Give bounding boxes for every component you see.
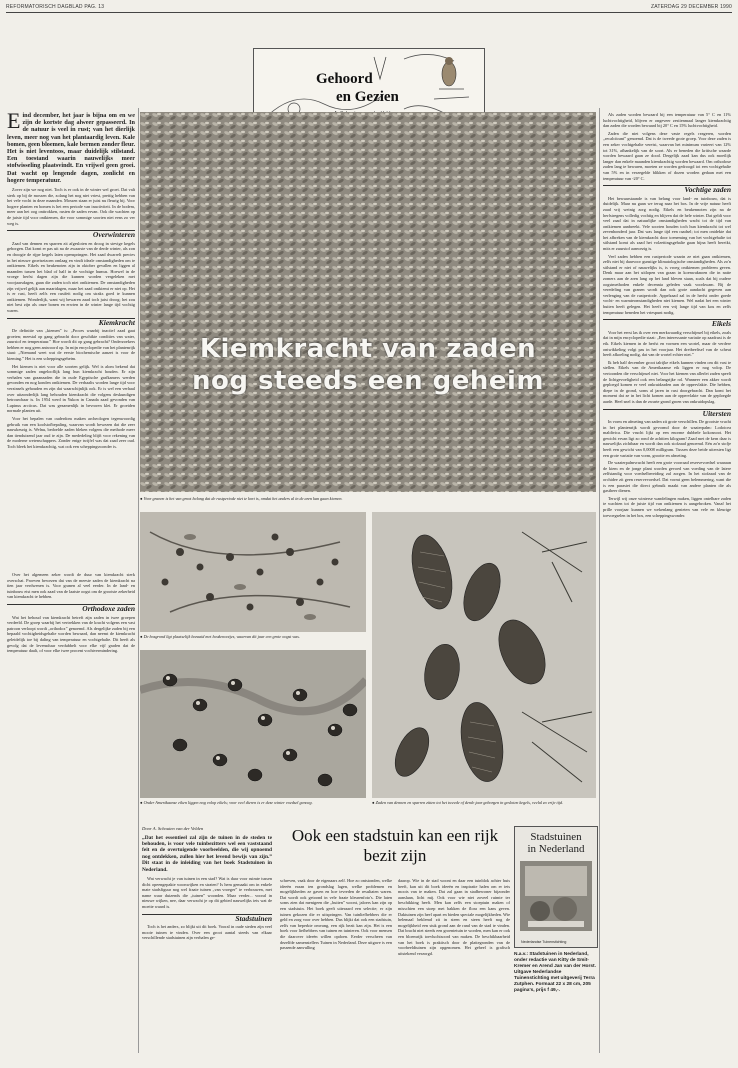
paragraph: Wat verwacht je van tuinen in een stad? Wat is daar voor ruimte tussen dicht opeengepakte woonwijken en straten? Is hem gemaakt om in enkele mate stadsfiguur nog wel fraaie tuinen „van vroeger” te verbouwen, met name waar duizends die „tuinen” woonden. Maar verder... vooral in nieuwe wijken, nee, daar verwacht je op dit gebied nauwelijks iets wat de moeite waard is. — [142, 876, 272, 909]
column-divider — [599, 108, 600, 1053]
grain-photo — [140, 112, 596, 492]
lead-paragraph — [7, 112, 135, 184]
stadstuin-column-3 — [398, 878, 510, 1053]
paragraph: Voor het bepalen van ouderdom maken archeologen tegenwoordig gebruik van een koolstofbepaling, waarvan wordt bewezen dat die zeer nauwkeurig is. Welnu, bedoelde zaden bleken volgens die methode meer dan tienduizend jaar oud te zijn. De mededeling blijft voor rekening van de moderne wetenschappers. Zonder enige twijfel was dat zaad zeer oud. Toch bleek het kiemkrachtig, wat ook een scheppingswonder is. — [7, 416, 135, 449]
subheading-kiemkracht: Kiemkracht — [7, 318, 135, 326]
right-column — [603, 112, 731, 1042]
paragraph: De definitie van „kiemen” is: „Proces waarbij inactief zaad gaat groeien; meestal op gang gebracht door geschikte condities van water, zuurstof en temperatuur.” Hoe wordt dit op gang gebracht? Onderzoekers hebben er nog geen antwoord op. In mijn encyclopedie van het plantenrijk staat: „Niemand weet wat de eerste biochemische aanzet is voor de kieming.” Het is een scheppingsgeheim. — [7, 328, 135, 362]
book-title-line2: in Nederland — [527, 843, 585, 855]
cone-photo — [372, 512, 596, 798]
subheading-eikels: Eikels — [603, 319, 731, 327]
cone-illustration — [372, 512, 596, 798]
photo-caption: ● Zaden van dennen en sparren zitten tot het tweede of derde jaar geborgen in gesloten kegels, veelal zo vrije tijd. — [372, 800, 564, 805]
caption-cone: Zaden van dennen en sparren zitten tot het tweede of derde jaar geborgen in gesloten kegels, veelal zo vrije tijd. — [375, 800, 564, 805]
photo-caption: ● Onder Amerikaanse eiken liggen nog volop eikels; voor veel dieren is er deze winter voedsel genoeg. — [140, 800, 313, 805]
book-cover-label: Nederlandse Tuinenstichting — [521, 940, 567, 944]
beechnut-photo — [140, 512, 366, 632]
column-title-line1: Gehoord — [316, 71, 373, 87]
subheading-stadstuinen: Stadstuinen — [142, 914, 272, 922]
paragraph: Terwijl wij onze winterse wandelingen maken, liggen ontelbare zaden te wachten tot de juiste tijd van ontkiemen is aangebroken. Vanaf het prille voorjaar kunnen we wekenlang genieten van vele en kleurige toevoegselen in het bos, een scheppingswonder. — [603, 495, 731, 518]
grain-texture — [140, 112, 596, 492]
left-column-lower — [7, 572, 135, 980]
subheading-overwinteren: Overwinteren — [7, 230, 135, 238]
acorn-photo — [140, 650, 366, 798]
masthead-rule — [6, 12, 732, 13]
caption-grain: Voor granen is het van groot belang dat de rustperiode niet te kort is, omdat het anders al in de aren kan gaan kiemen. — [143, 496, 343, 501]
drop-cap: E — [7, 112, 21, 133]
paragraph: Zaden die niet volgens deze vaste regels reageren, worden „recalcitrant” genoemd. Dat is de tweede grote groep. Voor deze zaden is een zeker vochtgehalte vereist, waarvan het minimum varieert van 12% tot 31%, afhankelijk van de soort. Als er beneden die kritische waarde worden bewaard gaan ze dood. Dergelijk zaad kan dus ook moeilijk langer dan enkele maanden kiemkrachtig worden bewaard. Om orthodoxe zaden lang te bewaren, moeten ze worden gedroogd tot een vochtgehalte van 5% en in verzegelde blikken of dozen worden gedaan met een temperatuur van -20° C. — [603, 130, 731, 181]
paragraph: daarop. Wie in de stad woont en daar een tuinblok achter huis heeft, kan uit dit boek ideeën en inspiratie halen om er iets moois van te maken. Dat zal gaan in stadbewoner bijzonder aanslaan, licht mij. Ook voor wie niet zoveel ruimte ter beschikking heeft. Men kan zelfs een stoeptuin maken of misschien een stoep met bakken de flora een kans geven. Daktuinen zijn heel apart en bieden speciale mogelijkheden. Wie helemaal beklemd zit in steen en steen heeft nog de mogelijkheid een stuk grond aan de rand van de stad te vinden. Dat bracht niet steeds een groentetuin te worden, men kan er ook een bloemrijk toevluchtsoord van maken. De beschikbaarheid van het boek is praktisch door de plattegronden van de voorbeeldtuinen zijn opgenomen. Het geheel is grafisch uitstekend verzorgd. — [398, 878, 510, 956]
paragraph: Zaad van dennen en sparren zit afgesloten en droog in stevige kegels geborgen. Dat komt er pas uit na de zwaarste van de derde winter, als zon en droogte de rijpe kegels laten openspringen. Het zaad dwarrelt precies in het nieuwe groeiseizoen omlaag en vindt ideale omstandigheden om te ontkiemen. Eikels en beukenoten zijn in oktober gevallen en liggen al maanden tussen het blad of half in de vochtige humus. Hoewel in de vroege herfst dagen zijn die kunnen worden vergeleken met voorjaarsdagen, gaan die zaden toch niet ontkiemen. De omstandigheden zijn vrijwel gelijk aan maartdagen, maar het zaad ontkiemt er niet op. Het is er rust, heeft zelfs een rustfeit nodig om straks goed te kunnen ontkiemen. Wonderlijk, want wij bewaren zaad toch juist droog; het zou niet best zijn als onze bonen en erwten in de winter lange tijd vochtig waren. — [7, 240, 135, 313]
paragraph: Zover zijn we nog niet. Toch is er ook in de winter wel groei. Dat valt sterk op bij de mossen die, zolang het nog niet vriest, prettig hebben van het vele vocht in deze maanden. Mossen staan er juist nu fleurig bij. Voor hogere planten en bomen is het een periode van inactiviteit. In de bodem, meer aan het oog onttrokken, rusten de zaden ervan. Ook die wachten op de juiste tijd voor ontkiemen, die voor sommige soorten niet eens zo ver weg is. — [7, 187, 135, 226]
paragraph: schreven, vaak door de eigenaars zelf. Hoe zo ontstonden, welke ideeën eraan ten grondslag lagen, welke problemen en mogelijkheden ze gaven en hoe tevreden de resultaten waren. Dat wordt ook getoond in vele fraaie kleurenfoto's. Die laten soms zien dat menigeen die „buiten” woont, jaloers kan zijn op een stadstuin. Het boek geeft uiteraard een selectie; er zijn tuinen gekozen die er uitspringen. Van tuinliefhebbers die er geld en zorg voor over hebben. Dus blijkt dat ook een stadstuin, zelfs van beperkte omvang, een rijk bezit kan zijn. Het is een boek voor liefhebbers van tuinen en tuinieren. Ook voor mensen die daarover ideeën willen opdoen. Eerder verscheen van dezelfde samenstellers Tuinen in Nederland. Deze uitgave is een passende aanvulling — [280, 878, 392, 951]
paragraph: In vorm en afmeting van zaden zit grote verschillen. De grootste vrucht in het plantenrijk wordt gevormd door de waaierpalm: Lodoicea maldivica. Die vrucht lijkt op een enorme dubbele kokosnoot. Het gewicht ervan ligt zo rond de achttien kilogram! Zaad met de kern daar is nauwelijks zichtbaar en wordt dan ook stofzaad genoemd. Eén zo'n stofje heeft een gewicht van 0,0008 milligram. Tussen deze beide uitersten ligt een grote variatie van vorm, grootte en afmeting. — [603, 419, 731, 458]
acorn-illustration — [140, 650, 366, 798]
column-title-line2: en Gezien — [336, 89, 399, 105]
caption-beechnut: De bosgrond ligt plaatselijk bezaaid met beukenootjes, waarvan dit jaar een grote oogst was. — [143, 634, 300, 639]
book-info: N.a.v.: Stadstuinen in Nederland, onder redactie van Kitty de Smit-Kremer en Arend Jan van der Horst. Uitgave Nederlandse Tuinenstichting met uitgeverij Terra Zutphen. Formaat 22 x 28 cm, 205 pagina's, prijs f 49,-. — [514, 952, 596, 993]
paragraph: Veel zaden hebben een rustperiode waarin ze niet gaan ontkiemen, zelfs niet bij daarvoor gunstige klimatologische omstandigheden. Als zo'n stilstand er niet of nauwelijks is, is vroeg ontkiemen probleem geven. Denk maar aan het uitlopen van graan in koenwaknoen die in natte zomers aan de aren lang op het land bleven staan, zoals dat bij oudere oogstmethoden enkele decennia geleden vaak voorkwam. Bij de veredeling van granen wordt dan ook grote aandacht gegeven aan verlenging van de rustperiode. Appelzaad zal in de herfst onder goede vocht- en warmteomstandigheden niet kiemen. Wel nadat het een winter buiten heeft gelegen. Het heeft een vrij lange tijd van kou en zelfs temperatuur beneden het vriespunt nodig. — [603, 253, 731, 315]
main-headline-line2: nog steeds een geheim — [191, 366, 545, 396]
subheading-orthodoxe-zaden: Orthodoxe zaden — [7, 604, 135, 612]
paragraph: De waaierpalmvrucht heeft een grote voorraad reservevoedsel waaraan de kiem en de jonge plant worden gevoed van voeding van de latere zelfstandig voor voedselbereiding zal zorgen. In het stofzaad van de orchidee zit geen reservevoedsel. Dat vormt geen belemmering, want die is een parasiet die direct gebruik maakt van andere planten die als gastheer dienen. — [603, 460, 731, 494]
article-byline: Door A. Schouten van der Velden — [142, 826, 204, 831]
paragraph: Het bewaarstaande is van belang voor land- en tuinbouw, dat is duidelijk. Maar nu gaan we terug naar het bos. In de vrije natuur heeft zaad vrij weinig zorg nodig. Eikels en beukennoten zijn na de herfstregens volledig vochtig en blijven dat de hele winter. Dat geldt voor veel zaad dat in natuurlijke omstandigheden wacht tot de tijd van ontkiemen aanbreekt. Vele soorten houden toch hun kiemkracht tot wel zevenhonderd jaar. Dat was lange tijd een raadsel; tot men ontdekte dat het afbreken van de kiemkracht door toeneming van het vochtgehalte tot stilstand komt als zaad het volzettingsgehalte gaan bijna heeft bereikt, mits er zuurstof aanwezig is. — [603, 195, 731, 252]
book-cover — [514, 826, 598, 948]
paragraph: Ik heb half december groot talrijke eikels kunnen vinden om dit vast te stellen. Eikels van de Amerikaanse eik liggen er nog volop. De vertoonden die verschijnsel niet. Voor het kiemen van allerlei zaden speelt de lichtgevoeligheid ook een belangrijke rol. Wanneer een akker wordt geploegd komen er veel onkruidzaden aan de oppervlakte. Die hebben, diepe in de grond, soms al jaren in rust doorgebracht. Dan komt het moment dat ze in het licht komen aan de oppervlakte van de geploegde aarde. Heel snel is dan de zwarte grond groen van onkruidopslag. — [603, 359, 731, 404]
main-headline-line1: Kiemkracht van zaden — [199, 334, 537, 364]
book-title-line1: Stadstuinen — [530, 831, 582, 843]
article-quote: „Dat het essentieel zal zijn de tuinen in de steden te behouden, is voor vele tuinbezitters wel een vaststaand feit en de overtuigende voorbeelden, die wij opnoemd nog ontdekken, zullen hier het levend bewijs van zijn.” Dit staat in de inleiding van het boek Stadstuinen in Nederland. — [142, 834, 272, 873]
paragraph: Als zaden worden bewaard bij een temperatuur van 5° C en 11% luchtvochtigheid, blijven er ongeveer zestienmaal langer kiemkrachtig dan zaden die worden bewaard bij 20° C en 15% luchtvochtigheid. — [603, 112, 731, 129]
book-cover-photo — [520, 861, 592, 931]
paragraph: Over het algemeen zeker wordt de duur van kiemkracht sterk overschat. Proeven bewezen dat van de meeste zaden de kiemkracht na tien jaar verdwenen is. Voor granen al veel eerder. In de land- en tuinbouw eist men ook zaad van de laatste oogst om de grootste zekerheid van kiemkracht te hebben. — [7, 572, 135, 600]
beechnut-illustration — [140, 512, 366, 632]
newspaper-name: REFORMATORISCH DAGBLAD PAG. 13 — [6, 4, 105, 10]
stadstuin-column-2 — [280, 878, 392, 1053]
stadstuin-intro-column — [142, 826, 272, 1051]
subheading-vochtige-zaden: Vochtige zaden — [603, 185, 731, 193]
photo-caption: ● De bosgrond ligt plaatselijk bezaaid met beukenootjes, waarvan dit jaar een grote oogst was. — [140, 634, 300, 639]
paragraph: Toch is het anders, zo blijkt uit dit boek. Vooral in oude steden zijn veel mooie tuinen te vinden. Over een groot aantal steeds van elkaar verschillende stadstuinen zijn verhalen ge- — [142, 924, 272, 941]
photo-caption: ● Voor granen is het van groot belang dat de rustperiode niet te kort is, omdat het anders al in de aren kan gaan kiemen. — [140, 496, 343, 501]
left-column — [7, 112, 135, 572]
issue-date: ZATERDAG 29 DECEMBER 1990 — [650, 4, 732, 10]
article-headline: Ook een stadstuin kan een rijk bezit zijn — [291, 826, 499, 865]
paragraph: Het kiemen is niet voor alle soorten gelijk. Wel is alom bekend dat sommige zaden ongelooflijk lang hun kiemkracht houden. Er zijn verhalen van graanzaden die in oude Egyptische grafkamers werden gevonden en nog konden ontkiemen. De verhaalts worden lange tijd voor verzinsels gehouden en zijn dat waarschijnlijk ook. Er is wel een verhaal over uitzonderlijk lang behouden kiemkracht die volgens deskundigen betrouwbaar is. In 1954 werd in Yukon in Canada zaad gevonden van Lupinus arcticus. Dat was gezamenlijk in bevroren klei. Er groeiden normale planten uit. — [7, 363, 135, 414]
subheading-uitersten: Uitersten — [603, 409, 731, 417]
caption-acorn: Onder Amerikaanse eiken liggen nog volop eikels; voor veel dieren is er deze winter voedsel genoeg. — [143, 800, 313, 805]
paragraph: Wat het behoud van kiemkracht betreft zijn zaden in twee groepen verdeeld. De groep waarbij het vertrekken van de kracht volgens een vast patroon verloopt wordt „orthodox” genoemd. Als dergelijke zaden bij een bepaald vochtigheidsgehalte worden bewaard, dan neemt de kiemkracht geleidelijk toe bij daling van temperatuur en vochtgehalte. Dit heeft als gevolg dat de levensduur verdubbelt voor elke vijf graden dat de temperatuur daalt, of voor elke twee procent vochtvermindering. — [7, 614, 135, 654]
lead-text: ind december, het jaar is bijna om en we zijn de kortste dag alweer gepasseerd. In de natuur is veel in rust; van het dierlijk leven, meer nog van het plantaardig leven. Kale bomen, geen bloemen, kale bermen zonder fleur. Het is niet leventoos, maar duidelijk stilstand. Een toestand waarin nauwelijks meer stofwisseling plaatsvindt. En vrijwel geen groei. Dat wacht op lengende dagen, zonlicht en hogere temperatuur. — [7, 112, 135, 184]
paragraph: Voor het eerst las ik over een merkwaardig verschijnsel bij eikels, zoals dat in mijn encyclopedie staat: „Een interessante variatie op zaadrust is de eik. Eikels kiemen in de herfst en vormen een wortel, maar de verdere ontwikkeling volgt pas in het voorjaar. Het dreibeeltsel van de scheut heeft afkoeling nodig, dat van de wortel echter niet.” — [603, 329, 731, 358]
column-divider — [138, 108, 139, 1053]
